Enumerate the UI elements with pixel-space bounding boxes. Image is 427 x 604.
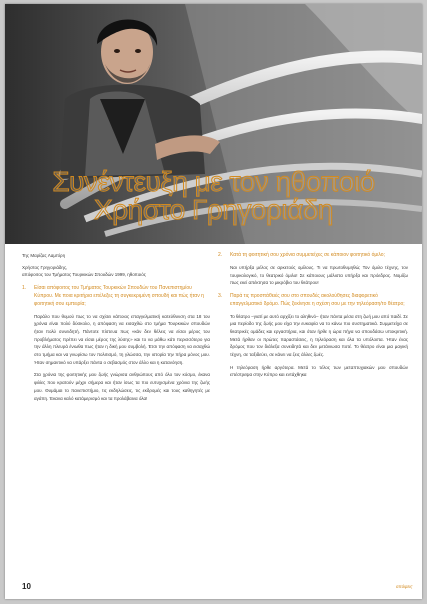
answer-paragraph: Στα χρόνια της φοιτητικής μου ζωής γνώρισα ανθρώπους από όλο τον κόσμο, έκανα φιλίες που κρατούν μέχρι σήμερα και ήταν ίσως τα πιο ευτυχισμένα χρόνια της ζωής μου. Θυμάμαι το πανεπιστήμιο, τις εκδηλώσεις, τις εκδρομές και τους καθηγητές με αγάπη. Έκανα καλό κατάμερισμό και τα προλάβαινα όλα!	[34, 372, 210, 401]
question-text: Κατά τη φοιτητική σου χρόνια συμμετείχες σε κάποιον φοιτητικό όμιλο;	[230, 252, 385, 258]
right-column	[218, 252, 408, 384]
question-text: Παρά τις προσπάθειές σου στο σπουδές ακολούθησες διαφορετικό επαγγελματικό δρόμο. Πώς ξεκίνησε η σχέση σου με την τηλεόραση/το θέατρο;	[230, 292, 405, 307]
question-1	[22, 285, 210, 308]
answer-2	[230, 264, 408, 287]
answer-3	[230, 313, 408, 380]
article-title-line-2: Χρήστο Γρηγοριάδη	[94, 194, 333, 225]
answer-paragraph: Ναι υπήρξα μέλος σε αρκετούς ομίλους. Τι να πρωτοθυμηθώ; Τον όμιλο τέχνης, τον τουρκολογικό, το θεατρικό όμιλο! Σε κάποιους μάλιστα υπήρξα και πρόεδρος. Νομίζω πως εκεί απέκτησα το μικρόβιο του θεάτρου!	[230, 264, 408, 286]
answer-1	[34, 313, 210, 403]
question-number: 2.	[218, 252, 223, 258]
answer-paragraph: Παράλο που θυμού πως το να σχίσει κάποιος επαγγελματική κατεύθυνση στα 18 του χρόνια είναι πολύ δύσκολο, η απόφαση να εισαχθώ στο τμήμα Τουρκικών σπουδών ήταν πολύ συνειδητή. Πάντοτε πίστευα πως «κάν δεν θέλεις να είσαι μέρος του προβλήματος πρέπει να είσαι μέρος της λύσης» και το να μάθω κάτι περισσότερο για την άλλη πλευρά ένιωθα πως ήταν η δική μου συμβολή. Έτσι την απόφαση να εισαχθώ στο τμήμα και να γνωρίσω τον πολιτισμό, τη γλώσσα, την ιστορία την πήρα μόνος μου. Ήταν σημαντικό να υπάρξει πάντα ο σεβασμός στον άλλο και η κατανόηση.	[34, 313, 210, 365]
question-number: 1.	[22, 285, 27, 292]
answer-paragraph: Το θέατρο –γιατί με αυτό αρχίζει το αληθινό– ήταν πάντα μέσα στη ζωή μου από παιδί. Σε μια περίοδο της ζωής μου είχα την ευκαιρία να το κάνω πιο συστηματικά. Συμμετείχα σε θεατρικές ομάδες και εργαστήρια, και όταν ήρθε η ώρα πήγα να σπουδάσω υποκριτική. Μετά ήρθαν οι πρώτες παραστάσεις, η τηλεόραση και όλα τα υπόλοιπα. Ήταν ένας δρόμος που τον διάλεξα συνειδητά και δεν μετάνιωσα ποτέ. Το θέατρο είναι μια μαγική τέχνη, σε ταξιδεύει, σε κάνει να ζεις άλλες ζωές.	[230, 313, 408, 358]
section-footer: απόψεις	[396, 584, 413, 589]
subject-description: απόφοιτος του Τμήματος Τουρκικών Σπουδών 1999, ηθοποιός	[22, 272, 146, 278]
article-title-line-1: Συνέντευξη με τον ηθοποιό	[52, 166, 375, 197]
page-number: 10	[22, 582, 31, 591]
answer-paragraph: Η τηλεόραση ήρθε αργότερα. Μετά το τέλος των μεταπτυχιακών μου σπουδών επέστρεψα στην Κύπρο και εντάχθηκα	[230, 364, 408, 378]
question-3	[218, 293, 408, 309]
magazine-page	[5, 4, 422, 599]
question-number: 3.	[218, 292, 223, 299]
subject-name: Χρήστος Γρηγοριάδης,	[22, 264, 68, 270]
question-2	[218, 252, 408, 260]
left-column	[22, 252, 210, 407]
byline: Της Μαρίζας Λαμπίρη	[22, 253, 66, 258]
question-text: Είσαι απόφοιτος του Τμήματος Τουρκικών Σπουδών του Πανεπιστημίου Κύπρου. Με ποια κριτήρια επέλεξες τη συγκεκριμένη σπουδή και πώς ήταν η φοιτητική σου εμπειρία;	[34, 285, 204, 307]
